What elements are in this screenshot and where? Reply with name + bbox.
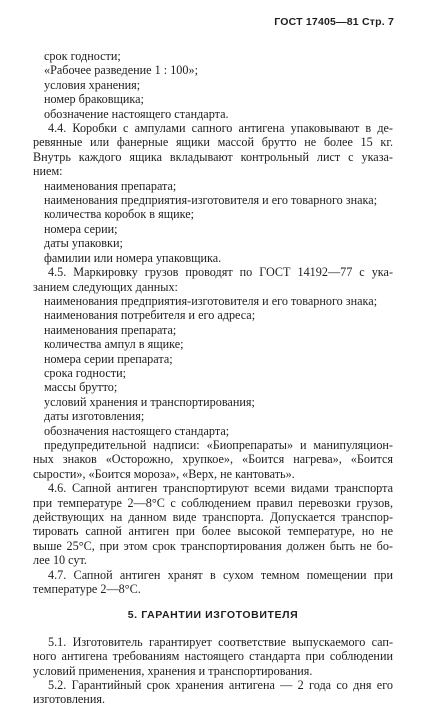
paragraph-line: 4.4. Коробки с ампулами сапного антигена упаковывают в де- (48, 121, 393, 136)
text-line: количества коробок в ящике; (44, 207, 195, 222)
paragraph-line: нием: (33, 164, 63, 179)
paragraph-line: лее 10 сут. (33, 553, 87, 568)
page-header (274, 16, 394, 28)
paragraph-line: тировать сапной антиген при более высокой температуре, но не (33, 524, 393, 539)
text-line: «Рабочее разведение 1 : 100»; (44, 63, 198, 78)
paragraph-line: 4.5. Маркировку грузов проводят по ГОСТ 14192—77 с ука- (48, 265, 393, 280)
document-body (33, 49, 393, 707)
text-line: срок годности; (44, 49, 121, 63)
paragraph-line: занием следующих данных: (33, 279, 178, 294)
text-line: фамилии или номера упаковщика. (44, 250, 222, 265)
text-line: номер браковщика; (44, 92, 144, 107)
paragraph-line: изготовления. (33, 692, 106, 707)
text-line: обозначение настоящего стандарта. (44, 106, 229, 121)
paragraph-line: 4.6. Сапной антиген транспортируют всеми видами транспорта (48, 481, 393, 496)
paragraph-line: сырости», «Боится мороза», «Верх, не кантовать». (33, 466, 295, 481)
paragraph-line: 5.1. Изготовитель гарантирует соответствие выпускаемого сап- (48, 634, 393, 649)
paragraph-line: условий применения, хранения и транспортирования. (33, 663, 313, 678)
standard-number: ГОСТ 17405—81 (274, 16, 359, 28)
paragraph-line: температуре 2—8°С. (33, 582, 141, 597)
paragraph-line: ного антигена требованиям настоящего стандарта при соблюдении (33, 649, 393, 664)
paragraph-line: выше 25°С, при этом срок транспортирования должен быть не бо- (33, 538, 393, 553)
text-line: обозначения настоящего стандарта; (44, 423, 230, 438)
text-line: наименования предприятия-изготовителя и его товарного знака; (44, 293, 378, 308)
text-line: наименования препарата; (44, 322, 177, 337)
text-line: даты изготовления; (44, 409, 145, 424)
paragraph-line: предупредительной надписи: «Биопрепараты» и манипуляцион- (44, 437, 393, 452)
text-line: номера серии; (44, 221, 118, 236)
text-line: срока годности; (44, 365, 126, 380)
text-line: номера серии препарата; (44, 351, 173, 366)
text-line: условия хранения; (44, 77, 141, 92)
paragraph-line: действующих на данном виде транспорта. Допускается транспор- (33, 510, 393, 524)
paragraph-line: 4.7. Сапной антиген хранят в сухом темном помещении при (48, 567, 393, 582)
text-line: массы брутто; (44, 380, 118, 395)
text-line: условий хранения и транспортирования; (44, 394, 255, 409)
paragraph-line: 5.2. Гарантийный срок хранения антигена — 2 года со дня его (48, 678, 393, 693)
paragraph-line: ревянные или фанерные ящики массой брутто не более 15 кг. (33, 135, 393, 150)
text-line: наименования препарата; (44, 178, 177, 193)
page-number: Стр. 7 (361, 16, 394, 28)
paragraph-line: ных знаков «Осторожно, хрупкое», «Боится нагрева», «Боится (33, 452, 393, 467)
text-line: количества ампул в ящике; (44, 337, 184, 352)
text-line: наименования потребителя и его адреса; (44, 308, 256, 323)
paragraph-line: Внутрь каждого ящика вкладывают контрольный лист с указа- (33, 149, 393, 164)
text-line: наименования предприятия-изготовителя и его товарного знака; (44, 193, 378, 208)
paragraph-line: при температуре 2—8°С с соблюдением правил перевозки грузов, (33, 495, 393, 510)
text-line: даты упаковки; (44, 236, 123, 251)
section-heading: 5. ГАРАНТИИ ИЗГОТОВИТЕЛЯ (127, 609, 299, 622)
